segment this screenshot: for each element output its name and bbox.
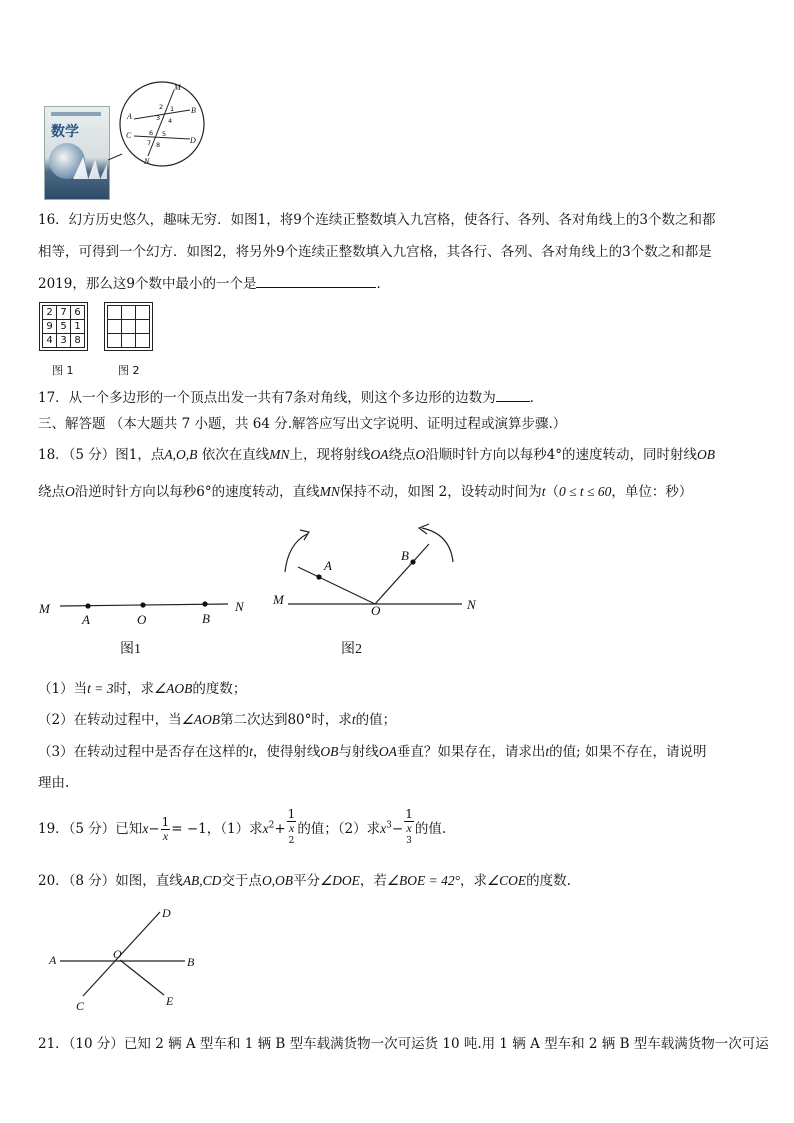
q20-points: O,OB xyxy=(261,873,294,888)
cell: 6 xyxy=(71,306,85,320)
q20-text: 20．（8 分）如图，直线 xyxy=(38,873,183,889)
q18-text: 与射线 xyxy=(338,744,379,760)
angle-6: 6 xyxy=(149,129,154,137)
q19-text: ，（1）求 xyxy=(206,821,263,837)
q20-label-O: O xyxy=(113,947,122,961)
empty-cell xyxy=(136,320,150,334)
q18-angle: ∠AOB xyxy=(181,712,220,727)
cell: 3 xyxy=(57,334,71,348)
q18-part3 xyxy=(38,740,758,760)
q20-figure xyxy=(40,900,220,1015)
empty-cell xyxy=(136,306,150,320)
q20-line xyxy=(38,869,758,889)
magic-square-grid2 xyxy=(107,305,150,348)
q20-angle: ∠COE xyxy=(487,873,527,888)
q18-text: 18．（5 分）图1，点 xyxy=(38,447,165,463)
q18-text: 的速度转动，直线 xyxy=(211,484,320,500)
parallel-lines-diagram xyxy=(108,80,218,170)
angle-7: 7 xyxy=(147,139,152,147)
empty-cell xyxy=(122,306,136,320)
q19-fraction-1-over-x2 xyxy=(287,808,297,851)
angle-8: 8 xyxy=(156,141,161,149)
q20-text: ，求 xyxy=(460,873,488,889)
q18-angle: ∠AOB xyxy=(153,681,193,696)
label-C: C xyxy=(126,131,132,140)
q18-var-t: t xyxy=(541,484,546,499)
q20-label-A: A xyxy=(49,953,57,967)
q18-text: 第二次达到 xyxy=(219,712,288,728)
section3-heading: 三、解答题 （本大题共 7 小题，共 64 分.解答应写出文字说明、证明过程或演算步骤.） xyxy=(38,416,567,432)
q16-line2: 相等，可得到一个幻方．如图2，将另外9个连续正整数填入九宫格，其各行、各列、各对角线上的3个数之和都是 xyxy=(38,244,712,260)
q19-equals: = −1 xyxy=(171,821,207,837)
fig2-caption: 图 2 xyxy=(118,364,140,377)
q19-fraction-1-over-x3 xyxy=(404,808,414,851)
q18-text: 绕点 xyxy=(38,484,65,500)
frac-denominator xyxy=(287,822,297,851)
q20-label-B: B xyxy=(187,955,195,969)
textbook-cover-image xyxy=(44,106,110,200)
q19-text: 的值；（2）求 xyxy=(297,821,381,837)
q18-figures xyxy=(30,520,490,660)
q18-range: 0 ≤ t ≤ 60 xyxy=(559,484,612,499)
q19-exp-3: 3 xyxy=(386,820,392,831)
q18-text: （2）在转动过程中，当 xyxy=(38,712,182,728)
q18-text: 沿顺时针方向以每秒 xyxy=(425,447,547,463)
q17-line xyxy=(38,386,758,406)
cover-title: 数学 xyxy=(51,124,79,140)
q20-label-D: D xyxy=(162,906,171,920)
cell: 2 xyxy=(43,306,57,320)
q20-text: 交于点 xyxy=(221,873,262,889)
fig2-label-O: O xyxy=(371,603,381,618)
q18-ray-oa: OA xyxy=(370,447,389,462)
q17-text: 17．从一个多边形的一个顶点出发一共有7条对角线，则这个多边形的边数为 xyxy=(38,390,496,406)
frac-denominator: x xyxy=(162,829,169,843)
q17-end: ． xyxy=(529,390,544,406)
frac-den-x: x xyxy=(406,821,412,835)
q18-line-mn: MN xyxy=(319,484,340,499)
magic-square-grid1 xyxy=(42,305,85,348)
label-M: M xyxy=(174,83,181,92)
q18-var-t: t xyxy=(351,712,356,727)
cell: 5 xyxy=(57,320,71,334)
fig2-label-A: A xyxy=(324,558,332,573)
empty-cell xyxy=(108,306,122,320)
frac-numerator: 1 xyxy=(287,807,296,821)
q18-text: 时，求 xyxy=(311,712,352,728)
fig2-label-M: M xyxy=(273,592,284,607)
q18-text: 的值; 如果不存在，请说明 xyxy=(549,744,707,760)
magic-square-fig1 xyxy=(39,302,88,351)
angle-3: 3 xyxy=(156,114,161,122)
fig1-label-A: A xyxy=(82,612,90,627)
q18-text: 上，现将射线 xyxy=(289,447,371,463)
q18-text: 时，求 xyxy=(113,681,154,697)
fig2-caption: 图2 xyxy=(341,642,362,657)
q18-var-t: t xyxy=(545,744,550,759)
q19-line xyxy=(38,808,758,851)
q21-line1: 21．（10 分）已知 2 辆 A 型车和 1 辆 B 型车载满货物一次可运货 10 吨.用 1 辆 A 型车和 2 辆 B 型车载满货物一次可运 xyxy=(38,1036,769,1052)
q19-exp-2: 2 xyxy=(268,820,275,831)
q20-text: ，若 xyxy=(359,873,387,889)
q19-minus: − xyxy=(391,821,404,837)
empty-cell xyxy=(122,320,136,334)
q18-text: 垂直？如果存在，请求出 xyxy=(396,744,546,760)
fig1-label-M: M xyxy=(39,601,50,616)
label-D: D xyxy=(190,136,196,145)
q19-text: 19．（5 分）已知 xyxy=(38,821,143,837)
q18-points: A,O,B xyxy=(164,447,198,462)
q18-line2 xyxy=(38,480,758,500)
frac-numerator: 1 xyxy=(161,815,170,829)
q18-text: （3）在转动过程中是否存在这样的 xyxy=(38,744,250,760)
q19-fraction-1-over-x xyxy=(161,816,171,843)
q18-text: ，使得射线 xyxy=(252,744,321,760)
q18-point-o: O xyxy=(65,484,75,499)
empty-cell xyxy=(108,320,122,334)
q18-ray-ob: OB xyxy=(697,447,716,462)
q16-line3 xyxy=(38,272,758,292)
q18-var-t: t xyxy=(249,744,253,759)
q19-minus: − xyxy=(148,821,160,837)
q20-angle: ∠DOE xyxy=(320,873,360,888)
q20-text: 平分 xyxy=(293,873,321,889)
empty-cell xyxy=(122,334,136,348)
cell: 1 xyxy=(71,320,85,334)
q18-text: 的值； xyxy=(355,712,397,728)
label-N: N xyxy=(144,157,150,166)
fig2-label-N: N xyxy=(467,597,476,612)
q18-text: 绕点 xyxy=(388,447,416,463)
fig2-label-B: B xyxy=(401,548,409,563)
frac-numerator: 1 xyxy=(405,807,413,821)
empty-cell xyxy=(136,334,150,348)
q18-text: ，单位：秒） xyxy=(611,484,693,500)
q19-var-x: x xyxy=(380,821,387,836)
fig1-label-B: B xyxy=(202,611,210,626)
q18-line1 xyxy=(38,443,758,463)
q18-text: 依次在直线 xyxy=(201,447,270,463)
q16-line3-end: ． xyxy=(376,276,390,292)
q19-var-x: x xyxy=(142,821,149,836)
fig1-label-O: O xyxy=(137,612,147,627)
q18-ray-ob: OB xyxy=(320,744,339,759)
q18-text: 的速度转动，同时射线 xyxy=(562,447,698,463)
cell: 4 xyxy=(43,334,57,348)
q16-line1: 16．幻方历史悠久，趣味无穷．如图1，将9个连续正整数填入九宫格，使各行、各列、各对角线上的3个数之和都 xyxy=(38,212,716,228)
q18-part3-cont: 理由. xyxy=(38,775,70,791)
q19-text: 的值. xyxy=(414,821,447,837)
angle-5: 5 xyxy=(162,130,167,138)
q17-answer-blank xyxy=(496,389,530,402)
fig1-caption: 图 1 xyxy=(52,364,74,377)
q18-point-o: O xyxy=(415,447,426,462)
cell: 7 xyxy=(57,306,71,320)
label-A: A xyxy=(127,112,132,121)
q18-part2 xyxy=(38,708,758,728)
fig1-caption: 图1 xyxy=(120,642,141,657)
cell: 9 xyxy=(43,320,57,334)
q18-text: （ xyxy=(545,484,559,500)
frac-den-exp: 3 xyxy=(406,836,412,846)
q20-text: 的度数. xyxy=(526,873,571,889)
q19-plus: + xyxy=(274,821,286,837)
q18-speed-oa: 4° xyxy=(546,447,563,463)
label-B: B xyxy=(191,106,196,115)
q18-line-mn: MN xyxy=(269,447,290,462)
cell: 8 xyxy=(71,334,85,348)
q18-t-value: t = 3 xyxy=(87,681,114,696)
frac-den-exp: 2 xyxy=(288,836,295,846)
q19-var-x: x xyxy=(262,821,269,836)
q18-text: 保持不动，如图 2，设转动时间为 xyxy=(339,484,542,500)
frac-denominator xyxy=(404,822,414,851)
q18-degree: 80° xyxy=(287,712,312,728)
fig1-label-N: N xyxy=(235,599,244,614)
q20-lines: AB,CD xyxy=(182,873,222,888)
q18-speed-ob: 6° xyxy=(196,484,212,500)
q18-part1 xyxy=(38,677,758,697)
empty-cell xyxy=(108,334,122,348)
q20-label-E: E xyxy=(166,994,174,1008)
frac-den-x: x xyxy=(288,821,295,835)
magic-square-fig2 xyxy=(104,302,153,351)
cover-header-bar xyxy=(51,112,101,116)
q16-answer-blank xyxy=(256,275,376,288)
q20-angle: ∠BOE = 42° xyxy=(386,873,461,888)
q16-line3-text: 2019，那么这9个数中最小的一个是 xyxy=(38,276,257,292)
q18-text: （1）当 xyxy=(38,681,88,697)
q20-label-C: C xyxy=(76,999,85,1013)
q18-ray-oa: OA xyxy=(378,744,397,759)
angle-2: 2 xyxy=(159,103,164,111)
q18-text: 沿逆时针方向以每秒 xyxy=(74,484,197,500)
q18-text: 的度数； xyxy=(192,681,247,697)
angle-1: 1 xyxy=(170,105,175,113)
angle-4: 4 xyxy=(168,117,173,125)
